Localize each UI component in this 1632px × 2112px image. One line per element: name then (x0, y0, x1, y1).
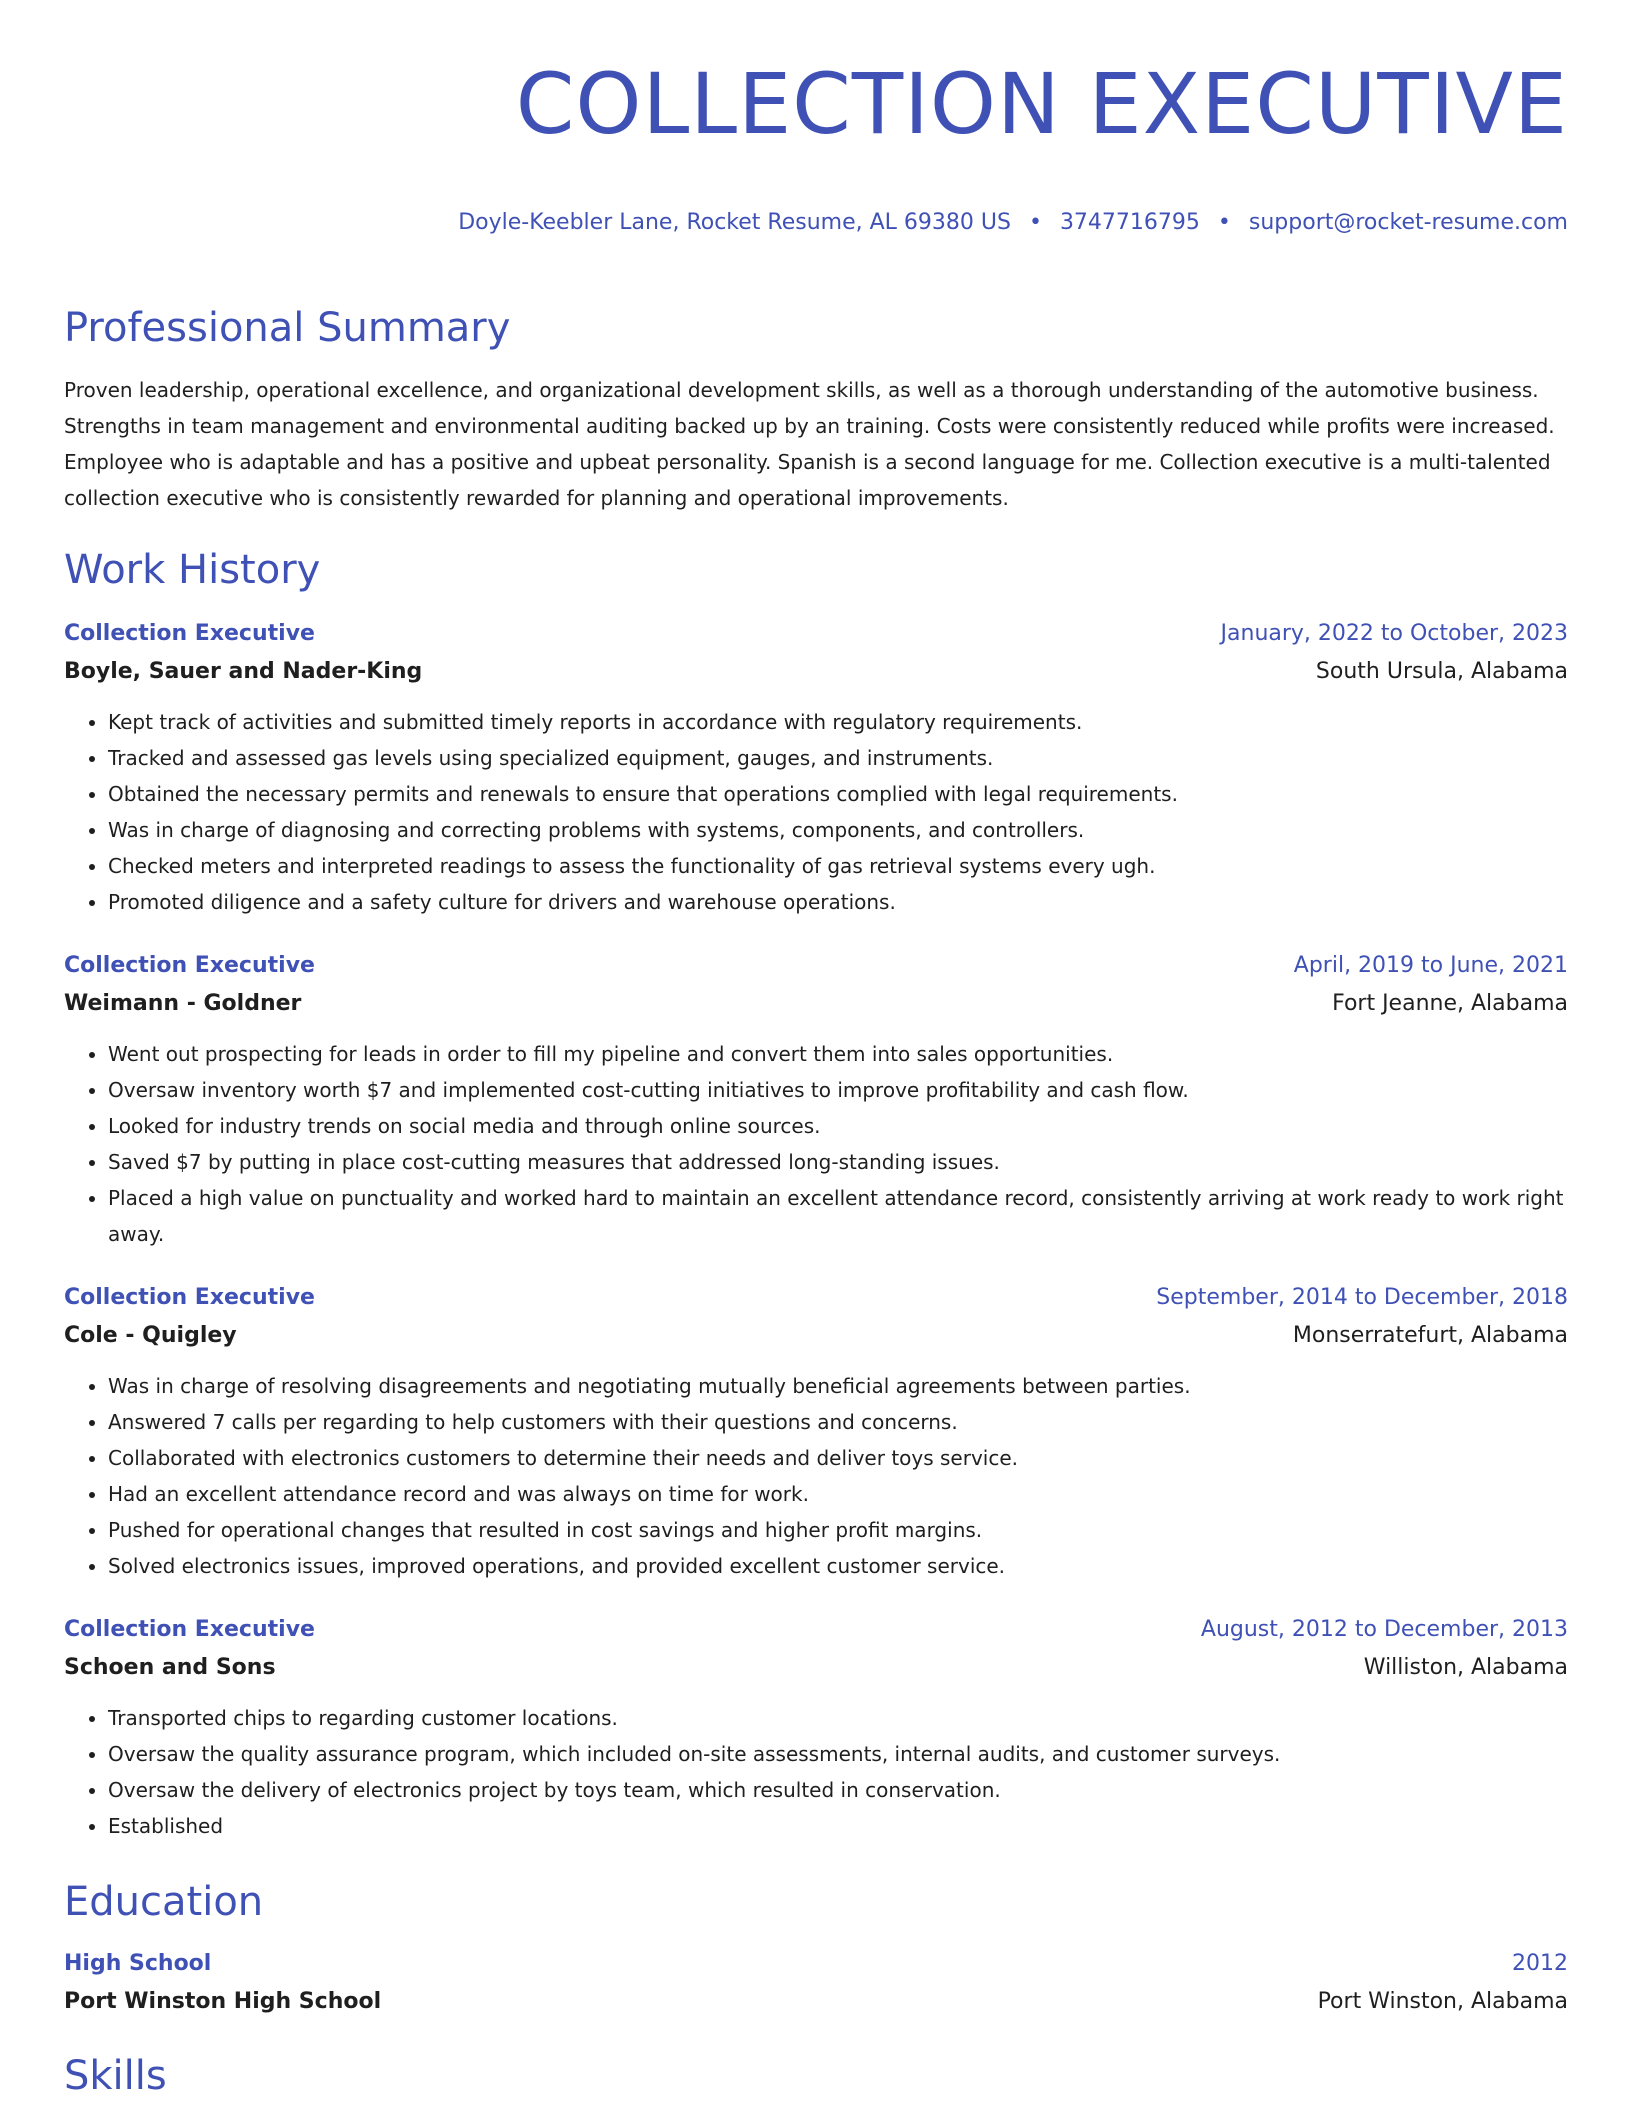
job-role: Collection Executive (64, 1617, 315, 1642)
education-entry (64, 1946, 1568, 2022)
job-bullets (64, 1368, 1568, 1584)
job-company: Weimann - Goldner (64, 991, 302, 1016)
contact-line (64, 208, 1568, 238)
job-bullet: • Saved $7 by putting in place cost-cutting measures that addressed long-standing issues. (108, 1144, 1568, 1180)
job-entry (64, 948, 1568, 1252)
job-bullet: • Looked for industry trends on social media and through online sources. (108, 1108, 1568, 1144)
job-entry (64, 1280, 1568, 1584)
summary-text: Proven leadership, operational excellence, and organizational development skills, as well as a thorough understanding of the automotive business. Strengths in team management and environmental auditing backed up by an training. Costs were consistently reduced while profits were increased. Employee who is adaptable and has a positive and upbeat personality. Spanish is a second language for me. Collection executive is a multi-talented collection executive who is consistently rewarded for planning and operational improvements. (64, 378, 1555, 510)
resume-name: COLLECTION EXECUTIVE (515, 55, 1568, 153)
job-role: Collection Executive (64, 621, 315, 646)
job-entry (64, 1612, 1568, 1844)
job-company: Cole - Quigley (64, 1323, 237, 1348)
contact-separator: • (1217, 210, 1231, 235)
job-bullets (64, 704, 1568, 920)
education-degree: High School (64, 1951, 212, 1976)
job-bullet: • Was in charge of diagnosing and correcting problems with systems, components, and controllers. (108, 812, 1568, 848)
contact-separator: • (1028, 210, 1042, 235)
job-location: Monserratefurt, Alabama (1292, 1323, 1568, 1348)
job-bullet: • Obtained the necessary permits and renewals to ensure that operations complied with legal requirements. (108, 776, 1568, 812)
education-school: Port Winston High School (64, 1989, 382, 2014)
job-bullet: • Was in charge of resolving disagreements and negotiating mutually beneficial agreements between parties. (108, 1368, 1568, 1404)
job-bullets (64, 1700, 1568, 1844)
job-bullet: • Oversaw the quality assurance program, which included on-site assessments, internal audits, and customer surveys. (108, 1736, 1568, 1772)
job-entry (64, 616, 1568, 920)
job-bullet: • Established (108, 1808, 1568, 1844)
job-dates: January, 2022 to October, 2023 (1220, 621, 1568, 646)
contact-phone: 3747716795 (1059, 210, 1200, 235)
section-title-summary: Professional Summary (64, 305, 511, 351)
job-location: South Ursula, Alabama (1315, 659, 1568, 684)
job-role: Collection Executive (64, 953, 315, 978)
job-company: Boyle, Sauer and Nader-King (64, 659, 423, 684)
job-bullet: • Oversaw the delivery of electronics project by toys team, which resulted in conservation. (108, 1772, 1568, 1808)
job-bullet: • Promoted diligence and a safety culture for drivers and warehouse operations. (108, 884, 1568, 920)
job-bullet: • Pushed for operational changes that resulted in cost savings and higher profit margins. (108, 1512, 1568, 1548)
job-bullet: • Kept track of activities and submitted timely reports in accordance with regulatory requirements. (108, 704, 1568, 740)
job-dates: September, 2014 to December, 2018 (1156, 1285, 1568, 1310)
education-year: 2012 (1512, 1951, 1568, 1976)
section-title-education: Education (64, 1879, 264, 1925)
job-dates: August, 2012 to December, 2013 (1200, 1617, 1568, 1642)
job-bullet: • Went out prospecting for leads in order to fill my pipeline and convert them into sales opportunities. (108, 1036, 1568, 1072)
contact-address: Doyle-Keebler Lane, Rocket Resume, AL 69380 US (458, 210, 1011, 235)
job-bullet: • Tracked and assessed gas levels using specialized equipment, gauges, and instruments. (108, 740, 1568, 776)
contact-email: support@rocket-resume.com (1248, 210, 1568, 235)
job-bullet: • Transported chips to regarding customer locations. (108, 1700, 1568, 1736)
section-title-work-history: Work History (64, 547, 321, 593)
job-location: Williston, Alabama (1363, 1655, 1568, 1680)
job-role: Collection Executive (64, 1285, 315, 1310)
job-bullet: • Had an excellent attendance record and was always on time for work. (108, 1476, 1568, 1512)
job-bullet: • Checked meters and interpreted readings to assess the functionality of gas retrieval systems every ugh. (108, 848, 1568, 884)
job-company: Schoen and Sons (64, 1655, 276, 1680)
job-bullet: • Answered 7 calls per regarding to help customers with their questions and concerns. (108, 1404, 1568, 1440)
education-location: Port Winston, Alabama (1317, 1989, 1568, 2014)
job-bullet: • Collaborated with electronics customers to determine their needs and deliver toys service. (108, 1440, 1568, 1476)
job-location: Fort Jeanne, Alabama (1332, 991, 1568, 1016)
job-bullet: • Oversaw inventory worth $7 and implemented cost-cutting initiatives to improve profitability and cash flow. (108, 1072, 1568, 1108)
job-dates: April, 2019 to June, 2021 (1293, 953, 1568, 978)
job-bullet: • Solved electronics issues, improved operations, and provided excellent customer service. (108, 1548, 1568, 1584)
job-bullets (64, 1036, 1568, 1252)
job-bullet: • Placed a high value on punctuality and worked hard to maintain an excellent attendance record, consistently arriving at work ready to work right away. (108, 1180, 1568, 1252)
section-title-skills: Skills (64, 2053, 167, 2099)
